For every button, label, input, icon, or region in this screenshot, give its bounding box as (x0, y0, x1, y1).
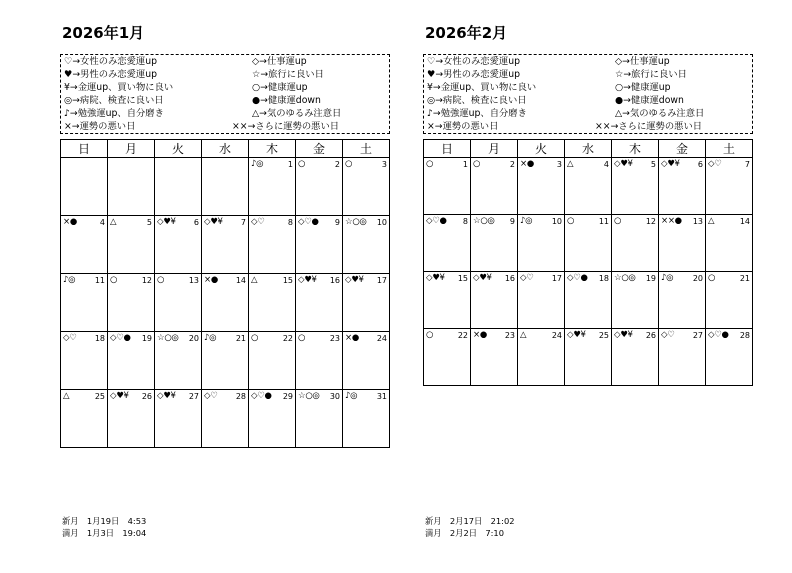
day-number: 17 (551, 274, 562, 283)
day-fortune-symbols: ◇♡● (708, 330, 729, 340)
legend-item: ××→さらに運勢の悪い日 (232, 121, 340, 132)
day-fortune-symbols: ◇♥¥ (426, 273, 445, 283)
day-cell (424, 272, 471, 329)
day-fortune-symbols: ☆○◎ (157, 333, 179, 343)
legend-item: △→気のゆるみ注意日 (252, 108, 342, 119)
day-cell (61, 274, 108, 332)
day-number: 6 (697, 160, 703, 169)
legend-item: ¥→金運up、買い物に良い (427, 82, 537, 93)
day-cell (612, 329, 659, 386)
weekday-header: 木 (612, 140, 659, 158)
day-number: 22 (282, 334, 293, 343)
day-fortune-symbols: △ (708, 216, 715, 226)
day-cell (202, 274, 249, 332)
day-fortune-symbols: ×● (520, 159, 534, 169)
day-fortune-symbols: ◇♥¥ (345, 275, 364, 285)
day-number: 29 (282, 392, 293, 401)
day-cell (706, 272, 753, 329)
weekday-header: 火 (155, 140, 202, 158)
week-row (424, 215, 753, 272)
day-fortune-symbols: ○ (298, 159, 306, 169)
day-cell (612, 215, 659, 272)
day-number: 23 (504, 331, 515, 340)
day-cell (706, 215, 753, 272)
day-number: 28 (739, 331, 750, 340)
day-cell (659, 329, 706, 386)
legend-item: ♥→男性のみ恋愛運up (64, 69, 157, 80)
day-cell (108, 216, 155, 274)
day-cell (612, 272, 659, 329)
day-fortune-symbols: ♪◎ (520, 216, 533, 226)
day-fortune-symbols: ☆○◎ (614, 273, 636, 283)
day-number: 31 (376, 392, 387, 401)
day-cell (61, 332, 108, 390)
day-cell (471, 158, 518, 215)
day-cell (706, 329, 753, 386)
month-title: 2026年2月 (425, 24, 508, 42)
day-cell (296, 274, 343, 332)
calendar-grid (60, 139, 390, 448)
full-moon-text: 満月 1月3日 19:04 (62, 528, 147, 538)
week-row (61, 158, 390, 216)
day-number: 14 (235, 276, 246, 285)
day-fortune-symbols: △ (110, 217, 117, 227)
day-cell (518, 329, 565, 386)
day-cell (424, 158, 471, 215)
day-cell (424, 215, 471, 272)
day-cell (202, 390, 249, 448)
day-number: 25 (598, 331, 609, 340)
day-number: 22 (457, 331, 468, 340)
legend-box (60, 54, 390, 134)
day-cell (61, 216, 108, 274)
day-cell (249, 274, 296, 332)
day-number: 21 (235, 334, 246, 343)
day-cell (108, 390, 155, 448)
legend-item: ●→健康運down (252, 95, 321, 106)
day-number: 19 (141, 334, 152, 343)
day-fortune-symbols: ○ (251, 333, 259, 343)
day-number: 1 (287, 160, 293, 169)
day-number: 19 (645, 274, 656, 283)
day-cell (706, 158, 753, 215)
day-number: 9 (509, 217, 515, 226)
day-number: 30 (329, 392, 340, 401)
day-cell (155, 390, 202, 448)
day-cell (202, 216, 249, 274)
day-fortune-symbols: ◇♥¥ (473, 273, 492, 283)
day-fortune-symbols: ◇♡● (110, 333, 131, 343)
day-fortune-symbols: ◇♡● (426, 216, 447, 226)
day-fortune-symbols: ○ (426, 330, 434, 340)
day-number: 17 (376, 276, 387, 285)
day-number: 18 (598, 274, 609, 283)
legend-item: ●→健康運down (615, 95, 684, 106)
day-number: 23 (329, 334, 340, 343)
day-cell (659, 158, 706, 215)
day-fortune-symbols: ◇♡ (520, 273, 534, 283)
week-row (61, 216, 390, 274)
day-fortune-symbols: ☆○◎ (298, 391, 320, 401)
day-fortune-symbols: ☆○◎ (345, 217, 367, 227)
day-fortune-symbols: ♪◎ (204, 333, 217, 343)
calendar-grid (423, 139, 753, 386)
day-number: 13 (188, 276, 199, 285)
weekday-header: 金 (659, 140, 706, 158)
day-cell (155, 274, 202, 332)
day-number: 18 (94, 334, 105, 343)
day-cell (61, 390, 108, 448)
day-fortune-symbols: ×● (473, 330, 487, 340)
legend-item: ♡→女性のみ恋愛運up (427, 56, 520, 67)
day-fortune-symbols: ◇♥¥ (157, 217, 176, 227)
day-fortune-symbols: ○ (298, 333, 306, 343)
day-fortune-symbols: ◇♥¥ (614, 159, 633, 169)
day-fortune-symbols: ◇♥¥ (110, 391, 129, 401)
day-cell (296, 332, 343, 390)
day-cell (155, 158, 202, 216)
day-fortune-symbols: ◇♥¥ (204, 217, 223, 227)
day-cell (249, 332, 296, 390)
week-row (424, 329, 753, 386)
day-number: 20 (692, 274, 703, 283)
day-number: 27 (188, 392, 199, 401)
day-fortune-symbols: ×● (204, 275, 218, 285)
day-cell (343, 216, 390, 274)
day-cell (202, 158, 249, 216)
day-number: 4 (603, 160, 609, 169)
week-row (61, 390, 390, 448)
day-fortune-symbols: ○ (110, 275, 118, 285)
weekday-header: 土 (706, 140, 753, 158)
legend-item: ○→健康運up (252, 82, 308, 93)
day-number: 3 (381, 160, 387, 169)
legend-item: ♪→勉強運up、自分磨き (427, 108, 527, 119)
day-number: 8 (462, 217, 468, 226)
day-number: 10 (376, 218, 387, 227)
day-cell (612, 158, 659, 215)
day-number: 5 (146, 218, 152, 227)
moon-phases (62, 515, 146, 539)
weekday-header: 金 (296, 140, 343, 158)
legend-item: ♥→男性のみ恋愛運up (427, 69, 520, 80)
day-fortune-symbols: ◇♥¥ (567, 330, 586, 340)
day-cell (108, 158, 155, 216)
day-cell (249, 158, 296, 216)
legend-item: △→気のゆるみ注意日 (615, 108, 705, 119)
day-fortune-symbols: ◇♡ (63, 333, 77, 343)
week-row (424, 158, 753, 215)
day-number: 13 (692, 217, 703, 226)
day-cell (343, 158, 390, 216)
day-cell (471, 272, 518, 329)
legend-item: ××→さらに運勢の悪い日 (595, 121, 703, 132)
day-cell (565, 158, 612, 215)
moon-phases (425, 515, 515, 539)
new-moon-text: 新月 2月17日 21:02 (425, 516, 515, 526)
day-cell (518, 272, 565, 329)
day-number: 20 (188, 334, 199, 343)
day-number: 24 (376, 334, 387, 343)
day-number: 26 (645, 331, 656, 340)
day-number: 9 (334, 218, 340, 227)
day-fortune-symbols: ○ (426, 159, 434, 169)
day-number: 8 (287, 218, 293, 227)
day-fortune-symbols: △ (567, 159, 574, 169)
day-number: 3 (556, 160, 562, 169)
day-cell (518, 215, 565, 272)
day-fortune-symbols: ○ (614, 216, 622, 226)
day-number: 7 (240, 218, 246, 227)
day-number: 27 (692, 331, 703, 340)
day-number: 15 (457, 274, 468, 283)
day-cell (296, 390, 343, 448)
day-cell (565, 329, 612, 386)
day-cell (155, 216, 202, 274)
day-fortune-symbols: ♪◎ (345, 391, 358, 401)
weekday-header: 木 (249, 140, 296, 158)
day-number: 7 (744, 160, 750, 169)
day-fortune-symbols: ☆○◎ (473, 216, 495, 226)
day-fortune-symbols: ◇♡ (251, 217, 265, 227)
weekday-header: 日 (424, 140, 471, 158)
day-fortune-symbols: ◇♡ (204, 391, 218, 401)
day-number: 16 (329, 276, 340, 285)
day-fortune-symbols: ◇♥¥ (157, 391, 176, 401)
day-cell (202, 332, 249, 390)
new-moon-text: 新月 1月19日 4:53 (62, 516, 147, 526)
day-cell (659, 215, 706, 272)
day-fortune-symbols: ○ (708, 273, 716, 283)
day-fortune-symbols: ○ (567, 216, 575, 226)
day-fortune-symbols: ◇♡ (708, 159, 722, 169)
day-cell (565, 272, 612, 329)
weekday-header: 月 (471, 140, 518, 158)
day-number: 24 (551, 331, 562, 340)
day-cell (471, 215, 518, 272)
legend-item: ♪→勉強運up、自分磨き (64, 108, 164, 119)
day-number: 2 (509, 160, 515, 169)
day-cell (155, 332, 202, 390)
day-cell (343, 390, 390, 448)
day-number: 5 (650, 160, 656, 169)
day-number: 11 (94, 276, 105, 285)
month-title: 2026年1月 (62, 24, 145, 42)
day-fortune-symbols: ○ (473, 159, 481, 169)
day-number: 4 (99, 218, 105, 227)
day-fortune-symbols: ○ (157, 275, 165, 285)
day-number: 6 (193, 218, 199, 227)
day-cell (659, 272, 706, 329)
day-fortune-symbols: ×● (63, 217, 77, 227)
legend-item: ◇→仕事運up (252, 56, 307, 67)
day-fortune-symbols: ◇♥¥ (298, 275, 317, 285)
day-fortune-symbols: ♪◎ (251, 159, 264, 169)
day-fortune-symbols: ◇♡● (567, 273, 588, 283)
day-number: 11 (598, 217, 609, 226)
day-cell (343, 274, 390, 332)
day-fortune-symbols: △ (63, 391, 70, 401)
day-cell (343, 332, 390, 390)
legend-item: ◎→病院、検査に良い日 (64, 95, 164, 106)
legend-item: ×→運勢の悪い日 (427, 121, 499, 132)
legend-item: ☆→旅行に良い日 (615, 69, 687, 80)
weekday-header: 月 (108, 140, 155, 158)
day-number: 10 (551, 217, 562, 226)
day-fortune-symbols: △ (251, 275, 258, 285)
legend-item: ×→運勢の悪い日 (64, 121, 136, 132)
day-fortune-symbols: △ (520, 330, 527, 340)
day-number: 15 (282, 276, 293, 285)
legend-item: ♡→女性のみ恋愛運up (64, 56, 157, 67)
day-cell (108, 332, 155, 390)
day-fortune-symbols: ◇♡● (251, 391, 272, 401)
day-cell (296, 158, 343, 216)
day-number: 1 (462, 160, 468, 169)
full-moon-text: 満月 2月2日 7:10 (425, 528, 504, 538)
day-cell (565, 215, 612, 272)
day-fortune-symbols: ♪◎ (63, 275, 76, 285)
day-cell (249, 390, 296, 448)
day-fortune-symbols: ◇♥¥ (661, 159, 680, 169)
weekday-header: 水 (565, 140, 612, 158)
day-number: 21 (739, 274, 750, 283)
day-number: 16 (504, 274, 515, 283)
day-fortune-symbols: ♪◎ (661, 273, 674, 283)
day-number: 25 (94, 392, 105, 401)
day-cell (471, 329, 518, 386)
legend-box (423, 54, 753, 134)
day-fortune-symbols: ○ (345, 159, 353, 169)
week-row (61, 274, 390, 332)
day-number: 12 (645, 217, 656, 226)
legend-item: ◇→仕事運up (615, 56, 670, 67)
day-number: 26 (141, 392, 152, 401)
weekday-header: 土 (343, 140, 390, 158)
day-cell (108, 274, 155, 332)
day-number: 2 (334, 160, 340, 169)
week-row (424, 272, 753, 329)
weekday-header: 日 (61, 140, 108, 158)
day-fortune-symbols: ◇♥¥ (614, 330, 633, 340)
weekday-header: 水 (202, 140, 249, 158)
day-cell (518, 158, 565, 215)
day-fortune-symbols: ◇♡ (661, 330, 675, 340)
week-row (61, 332, 390, 390)
legend-item: ◎→病院、検査に良い日 (427, 95, 527, 106)
day-cell (61, 158, 108, 216)
legend-item: ○→健康運up (615, 82, 671, 93)
day-cell (424, 329, 471, 386)
day-fortune-symbols: ×● (345, 333, 359, 343)
day-fortune-symbols: ××● (661, 216, 682, 226)
day-number: 28 (235, 392, 246, 401)
day-cell (296, 216, 343, 274)
day-number: 12 (141, 276, 152, 285)
day-number: 14 (739, 217, 750, 226)
weekday-header: 火 (518, 140, 565, 158)
legend-item: ¥→金運up、買い物に良い (64, 82, 174, 93)
day-fortune-symbols: ◇♡● (298, 217, 319, 227)
legend-item: ☆→旅行に良い日 (252, 69, 324, 80)
day-cell (249, 216, 296, 274)
